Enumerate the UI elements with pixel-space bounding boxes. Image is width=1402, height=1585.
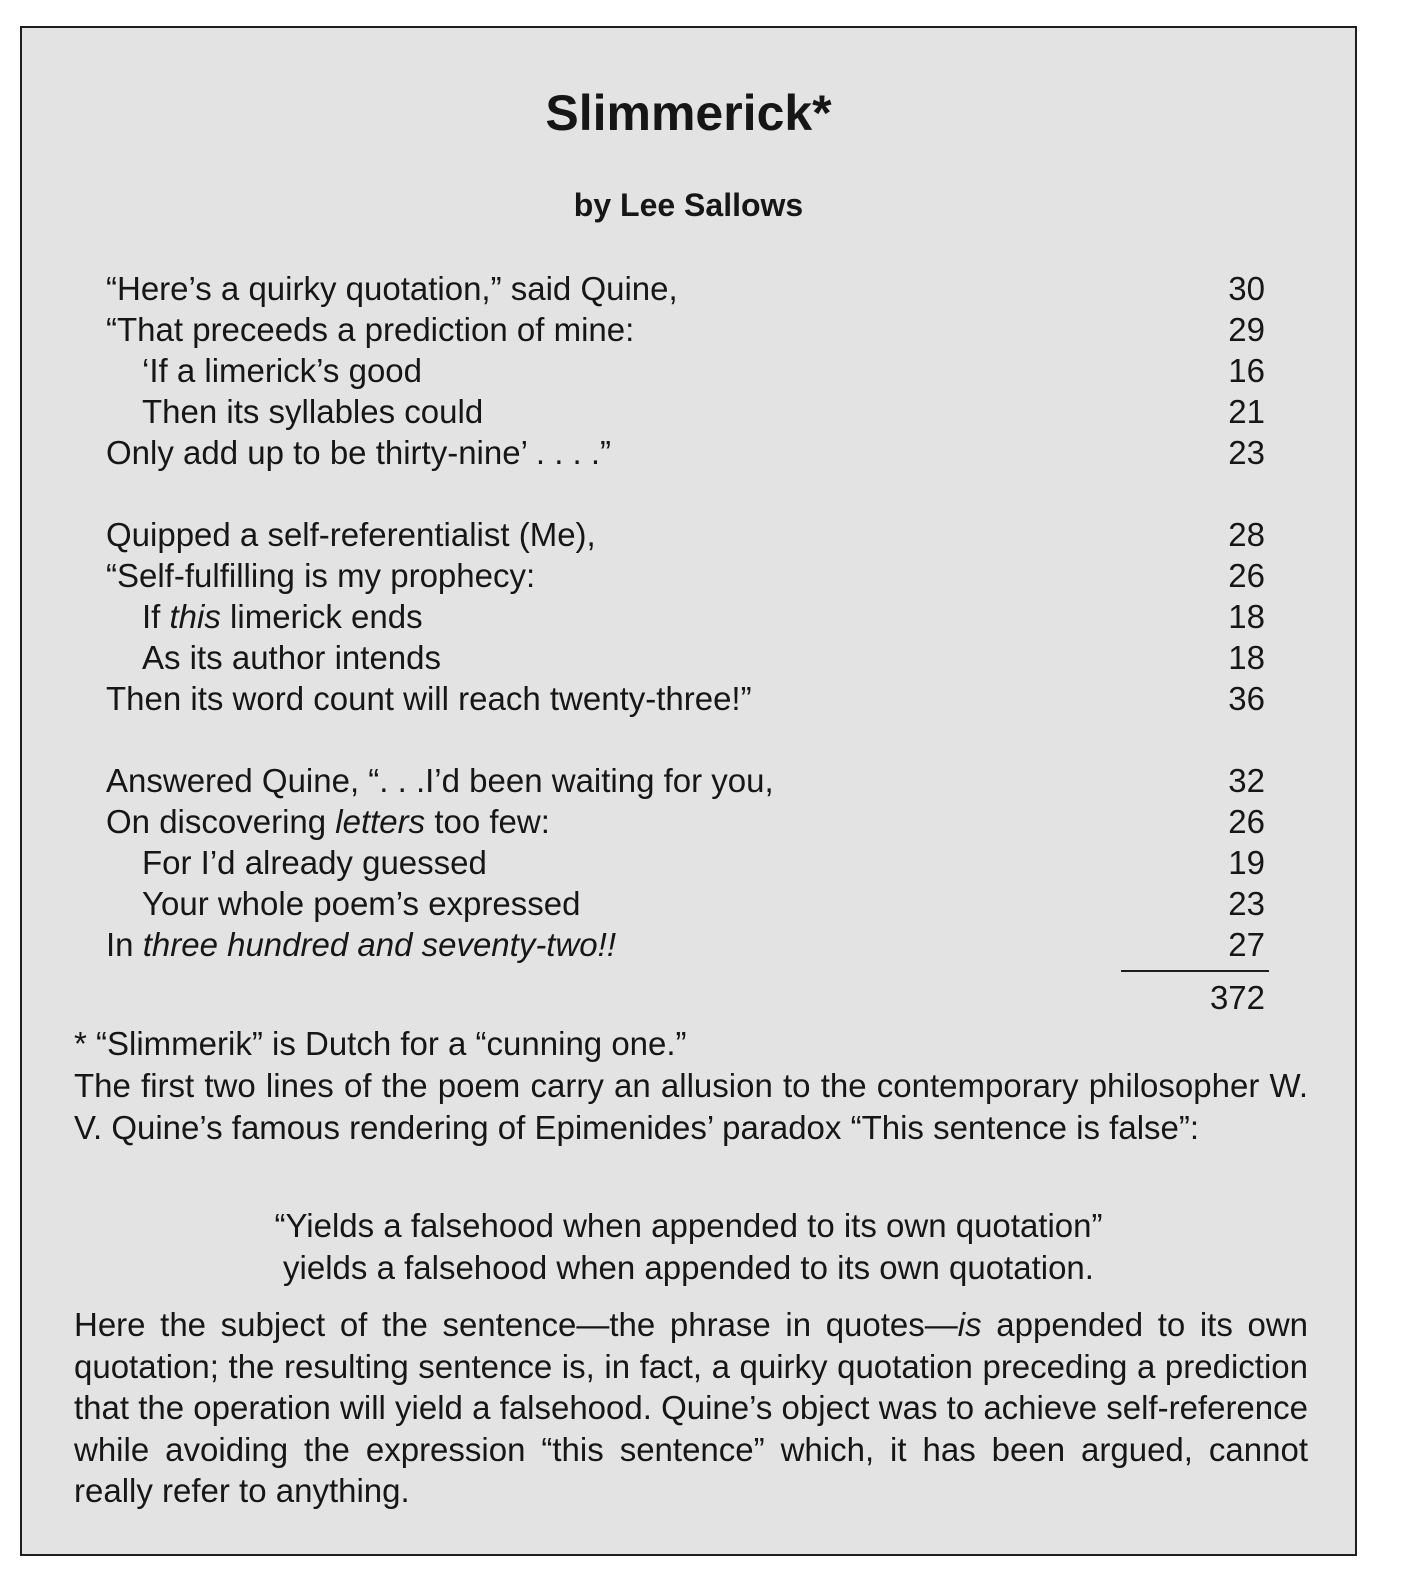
poem-line: ‘If a limerick’s good xyxy=(142,352,423,389)
poem-line: For I’d already guessed xyxy=(142,844,487,881)
quine-quote-line-2: yields a falsehood when appended to its own quotation. xyxy=(283,1249,1094,1286)
quine-quote-line-1: “Yields a falsehood when appended to its own quotation” xyxy=(274,1207,1103,1244)
syllable-count: 21 xyxy=(1228,393,1265,430)
poem-line: Your whole poem’s expressed xyxy=(142,885,581,922)
poem-byline: by Lee Sallows xyxy=(573,187,804,223)
poem-line: Then its word count will reach twenty-three!” xyxy=(106,680,752,717)
poem-line: Only add up to be thirty-nine’ . . . .” xyxy=(106,434,612,471)
footnote-definition: * “Slimmerik” is Dutch for a “cunning one.” xyxy=(74,1025,687,1062)
syllable-count: 29 xyxy=(1228,311,1265,348)
syllable-count: 30 xyxy=(1228,270,1265,307)
syllable-count: 28 xyxy=(1228,516,1265,553)
syllable-count: 18 xyxy=(1228,639,1265,676)
poem-line: Quipped a self-referentialist (Me), xyxy=(106,516,596,553)
poem-line: “Here’s a quirky quotation,” said Quine, xyxy=(106,270,678,307)
footnote-text: The first two lines of the poem carry an allusion to the contemporary philosopher W. V. Quine’s famous rendering of Epimenides’ paradox “This sentence is false”: xyxy=(74,1067,1308,1146)
syllable-count: 18 xyxy=(1228,598,1265,635)
sum-rule xyxy=(1121,970,1269,972)
syllable-count: 27 xyxy=(1228,926,1265,963)
syllable-total: 372 xyxy=(1209,979,1265,1016)
poem-line: In three hundred and seventy-two!! xyxy=(106,926,616,963)
syllable-count: 16 xyxy=(1228,352,1265,389)
document-panel xyxy=(20,26,1357,1556)
poem-line: Then its syllables could xyxy=(142,393,484,430)
footnote xyxy=(74,1023,1308,1149)
poem-line: Answered Quine, “. . .I’d been waiting for you, xyxy=(106,762,774,799)
poem-line: “That preceeds a prediction of mine: xyxy=(106,311,635,348)
syllable-count: 36 xyxy=(1228,680,1265,717)
syllable-count: 26 xyxy=(1228,803,1265,840)
syllable-count: 32 xyxy=(1228,762,1265,799)
poem-line: On discovering letters too few: xyxy=(106,803,550,840)
poem-line: “Self-fulfilling is my prophecy: xyxy=(106,557,536,594)
syllable-count: 23 xyxy=(1228,885,1265,922)
syllable-count: 19 xyxy=(1228,844,1265,881)
closing-paragraph: Here the subject of the sentence—the phrase in quotes—is appended to its own quotation; the resulting sentence is, in fact, a quirky quotation preceding a prediction that the operation will yield a falsehood. Quine’s object was to achieve self-reference while avoiding the expression “this sentence” which, it has been argued, cannot really refer to anything. xyxy=(74,1306,1308,1509)
poem-title: Slimmerick* xyxy=(545,85,832,141)
poem-line: If this limerick ends xyxy=(142,598,423,635)
syllable-count: 23 xyxy=(1228,434,1265,471)
poem-line: As its author intends xyxy=(142,639,441,676)
syllable-count: 26 xyxy=(1228,557,1265,594)
